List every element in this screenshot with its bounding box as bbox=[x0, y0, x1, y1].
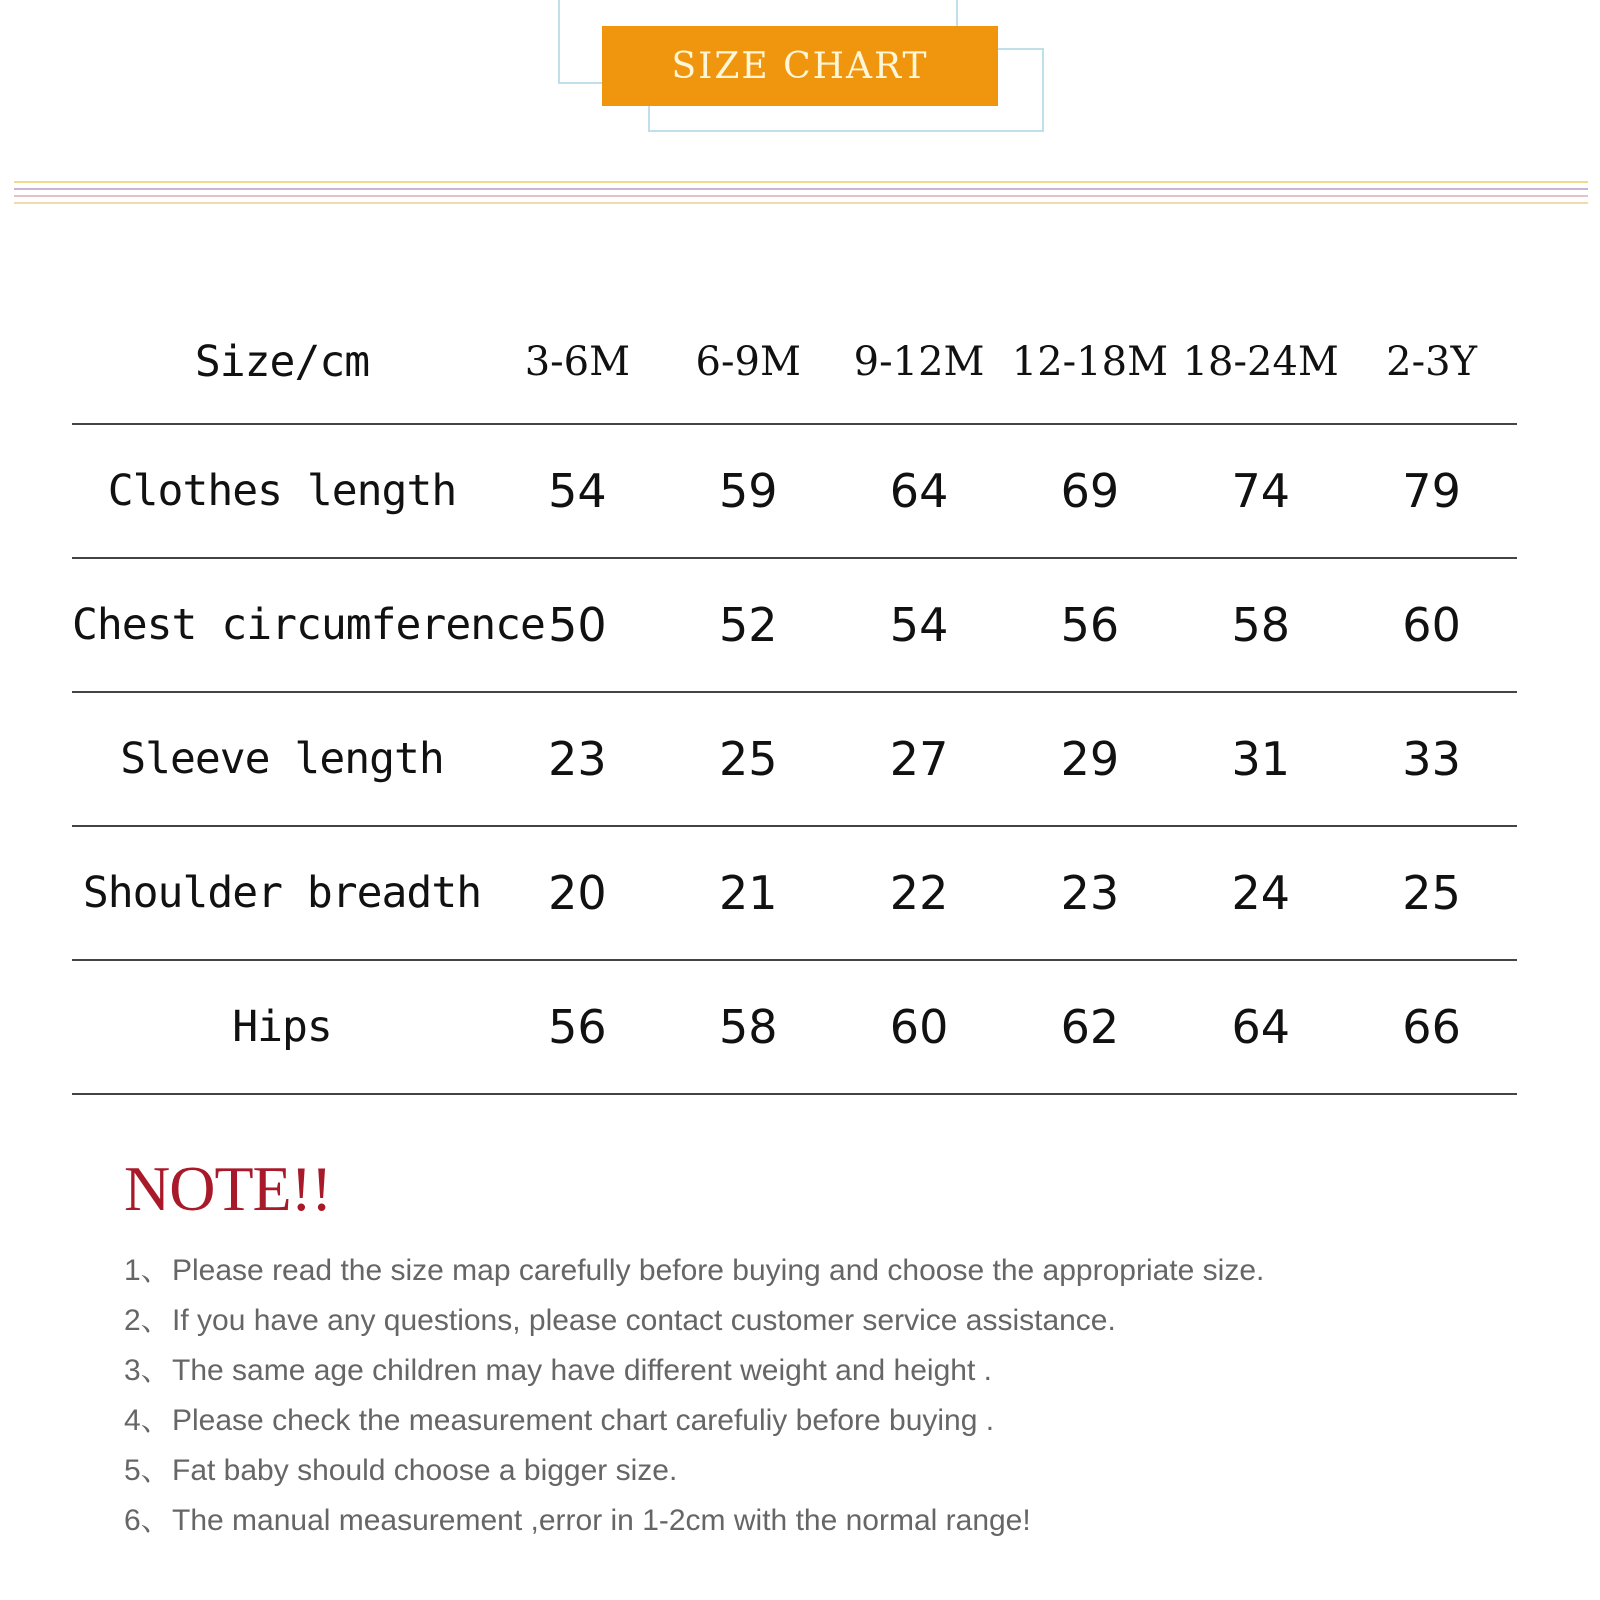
table-row bbox=[72, 826, 1517, 960]
note-text: Please read the size map carefully before buying and choose the appropriate size. bbox=[172, 1254, 1265, 1287]
note-text: Please check the measurement chart carefuliy before buying . bbox=[172, 1404, 995, 1437]
note-text: If you have any questions, please contact customer service assistance. bbox=[172, 1304, 1116, 1337]
table-cell: 58 bbox=[1175, 558, 1346, 692]
note-title: NOTE!! bbox=[124, 1153, 332, 1224]
table-cell: 74 bbox=[1175, 424, 1346, 558]
size-column-header: 2-3Y bbox=[1346, 300, 1517, 424]
table-cell: 59 bbox=[663, 424, 834, 558]
table-cell: 23 bbox=[492, 692, 663, 826]
table-cell: 60 bbox=[1346, 558, 1517, 692]
note-item bbox=[124, 1296, 1264, 1346]
table-cell: 69 bbox=[1004, 424, 1175, 558]
table-cell: 22 bbox=[834, 826, 1005, 960]
table-cell: 60 bbox=[834, 960, 1005, 1094]
size-column-header: 12-18M bbox=[1004, 300, 1175, 424]
note-number: 2、 bbox=[124, 1304, 171, 1337]
size-column-header: 6-9M bbox=[663, 300, 834, 424]
note-item bbox=[124, 1246, 1264, 1296]
row-label: Sleeve length bbox=[72, 692, 492, 826]
table-cell: 64 bbox=[834, 424, 1005, 558]
divider-line bbox=[14, 188, 1588, 190]
header-label: Size/cm bbox=[72, 300, 492, 424]
table-row bbox=[72, 558, 1517, 692]
note-item bbox=[124, 1396, 1264, 1446]
note-number: 5、 bbox=[124, 1454, 171, 1487]
size-column-header: 3-6M bbox=[492, 300, 663, 424]
table-cell: 29 bbox=[1004, 692, 1175, 826]
banner-title: SIZE CHART bbox=[602, 26, 998, 106]
table-cell: 50 bbox=[492, 558, 663, 692]
note-number: 1、 bbox=[124, 1254, 171, 1287]
table-cell: 56 bbox=[492, 960, 663, 1094]
row-label: Chest circumference bbox=[72, 558, 492, 692]
note-number: 6、 bbox=[124, 1504, 171, 1537]
row-label: Hips bbox=[72, 960, 492, 1094]
size-column-header: 9-12M bbox=[834, 300, 1005, 424]
note-text: The manual measurement ,error in 1-2cm with the normal range! bbox=[172, 1504, 1031, 1537]
table-cell: 54 bbox=[492, 424, 663, 558]
note-item bbox=[124, 1496, 1264, 1546]
table-cell: 20 bbox=[492, 826, 663, 960]
size-table bbox=[72, 300, 1517, 1095]
table-cell: 64 bbox=[1175, 960, 1346, 1094]
row-label: Shoulder breadth bbox=[72, 826, 492, 960]
divider-line bbox=[14, 195, 1588, 197]
table-cell: 56 bbox=[1004, 558, 1175, 692]
row-label: Clothes length bbox=[72, 424, 492, 558]
table-cell: 23 bbox=[1004, 826, 1175, 960]
table-cell: 21 bbox=[663, 826, 834, 960]
note-item bbox=[124, 1446, 1264, 1496]
table-row bbox=[72, 424, 1517, 558]
table-cell: 24 bbox=[1175, 826, 1346, 960]
note-number: 3、 bbox=[124, 1354, 171, 1387]
table-cell: 52 bbox=[663, 558, 834, 692]
table-cell: 66 bbox=[1346, 960, 1517, 1094]
divider-line bbox=[14, 202, 1588, 204]
table-cell: 58 bbox=[663, 960, 834, 1094]
table-row bbox=[72, 960, 1517, 1094]
size-column-header: 18-24M bbox=[1175, 300, 1346, 424]
table-cell: 54 bbox=[834, 558, 1005, 692]
size-chart-banner bbox=[0, 0, 1600, 220]
note-item bbox=[124, 1346, 1264, 1396]
table-cell: 79 bbox=[1346, 424, 1517, 558]
table-cell: 27 bbox=[834, 692, 1005, 826]
note-number: 4、 bbox=[124, 1404, 171, 1437]
note-text: Fat baby should choose a bigger size. bbox=[172, 1454, 678, 1487]
table-header-row bbox=[72, 300, 1517, 424]
note-list bbox=[124, 1246, 1264, 1546]
table-cell: 25 bbox=[663, 692, 834, 826]
table-cell: 31 bbox=[1175, 692, 1346, 826]
table-cell: 62 bbox=[1004, 960, 1175, 1094]
table-cell: 25 bbox=[1346, 826, 1517, 960]
note-text: The same age children may have different weight and height . bbox=[172, 1354, 992, 1387]
divider-line bbox=[14, 181, 1588, 183]
table-row bbox=[72, 692, 1517, 826]
table-cell: 33 bbox=[1346, 692, 1517, 826]
